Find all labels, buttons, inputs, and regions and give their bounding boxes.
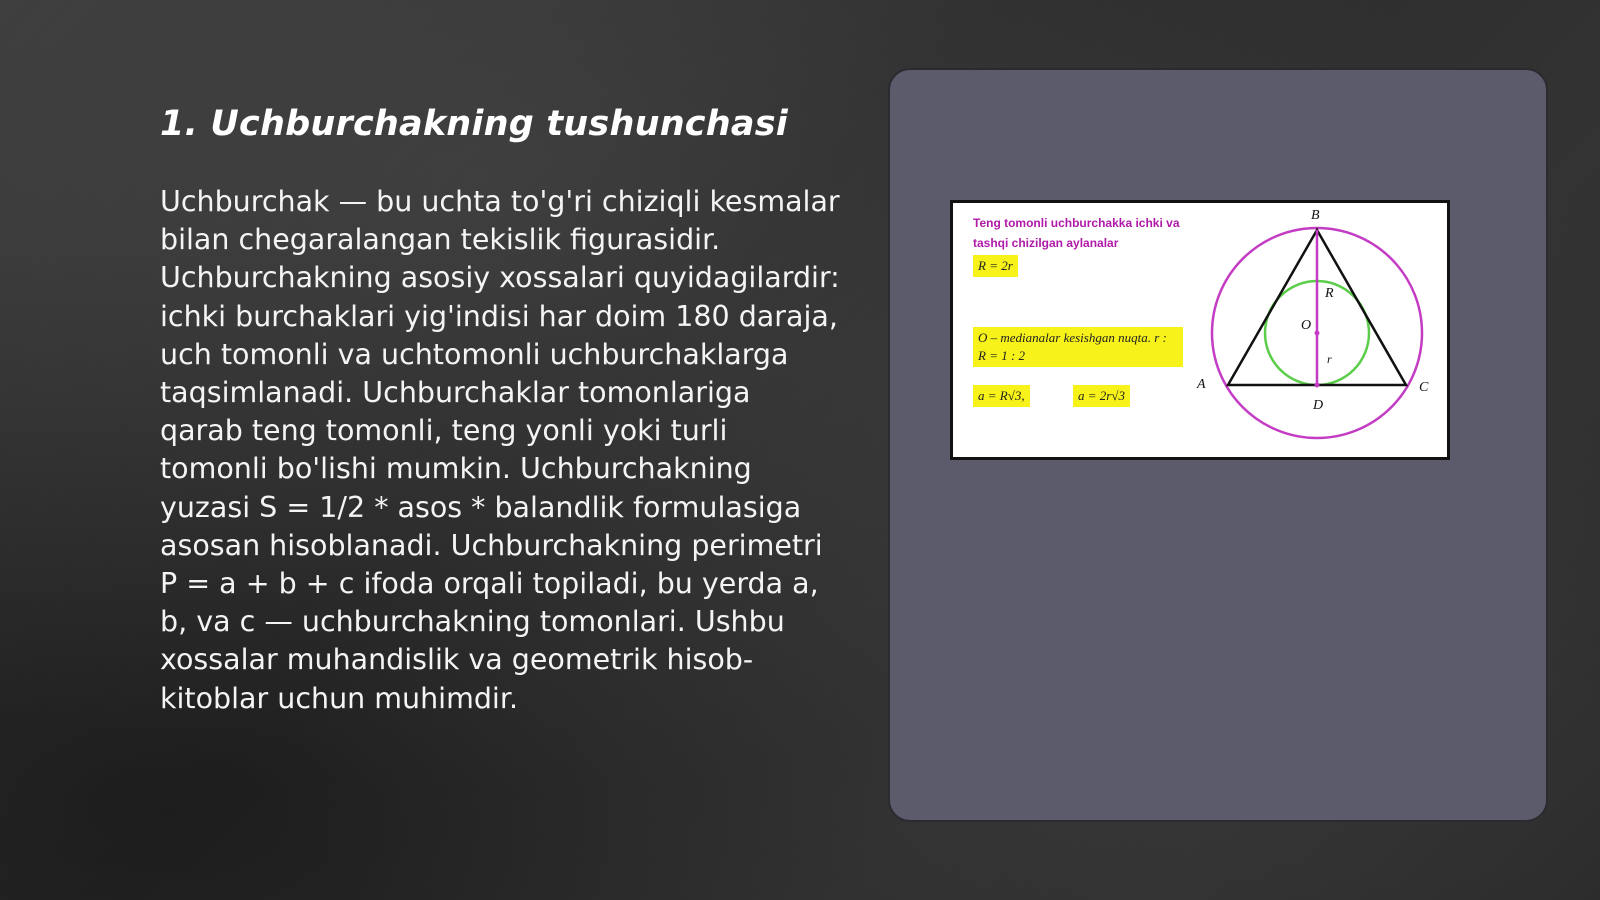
label-O: O (1301, 318, 1312, 333)
label-r: r (1327, 352, 1332, 366)
centroid-point (1315, 331, 1320, 336)
foot-point (1315, 383, 1320, 388)
formula-side-r: a = R√3, (973, 385, 1030, 407)
geometry-drawing (953, 203, 1447, 457)
label-D: D (1313, 398, 1324, 413)
label-A: A (1197, 377, 1206, 392)
slide-body-text: Uchburchak — bu uchta to'g'ri chiziqli kesmalar bilan chegaralangan tekislik figurasidir. Uchburchakning asosiy xossalari quyidagilardir: ichki burchaklari yig'indisi har doim 180 daraja, uch tomonli va uchtomonli uchburchaklarga taqsimlanadi. Uchburchaklar tomonlariga qarab teng tomonli, teng yonli yoki turli tomonli bo'lishi mumkin. Uchburchakning yuzasi S = 1/2 * asos * balandlik formulasiga asosan hisoblanadi. Uchburchakning perimetri P = a + b + c ifoda orqali topiladi, bu yerda a, b, va c — uchburchakning tomonlari. Ushbu xossalar muhandislik va geometrik hisob-kitoblar uchun muhimdir. (160, 185, 840, 715)
slide-title: 1. Uchburchakning tushunchasi (160, 104, 788, 144)
centroid-note: O – medianalar kesishgan nuqta. r : R = 1 : 2 (973, 327, 1183, 367)
formula-ratio: R = 2r (973, 255, 1018, 277)
figure-title: Teng tomonli uchburchakka ichki va tashqi chizilgan aylanalar (973, 216, 1180, 250)
label-R: R (1325, 286, 1334, 301)
label-B: B (1311, 208, 1320, 223)
label-C: C (1419, 380, 1429, 395)
formula-side-2r: a = 2r√3 (1073, 385, 1130, 407)
triangle-circles-figure (950, 200, 1450, 460)
